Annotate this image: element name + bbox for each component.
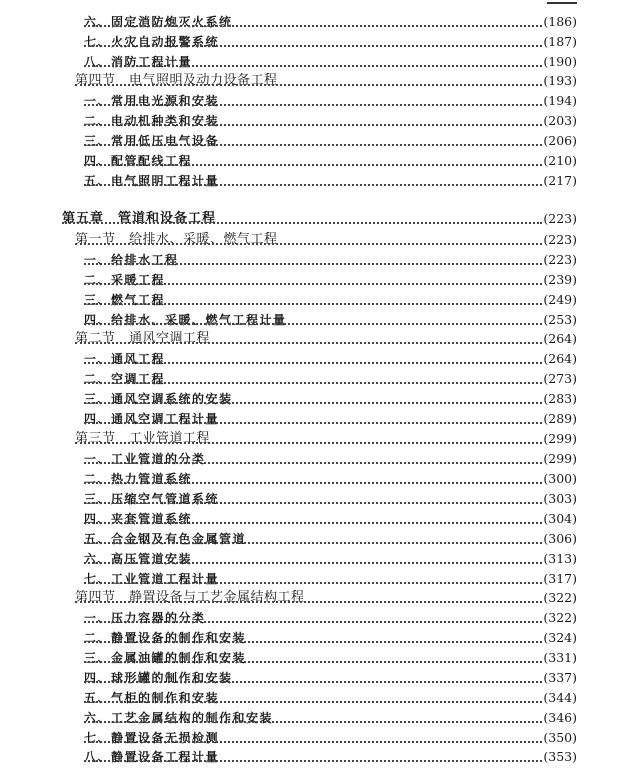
toc-entry-title: 一、常用电光源和安装	[84, 91, 220, 111]
leader-dots	[84, 562, 542, 564]
leader-dots	[84, 462, 542, 464]
toc-entry[interactable]	[0, 12, 640, 32]
toc-entry[interactable]	[0, 608, 640, 628]
toc-section[interactable]	[0, 71, 640, 91]
toc-entry-page: (264)	[542, 349, 577, 369]
toc-entry[interactable]	[0, 489, 640, 509]
toc-entry[interactable]	[0, 549, 640, 569]
toc-entry[interactable]	[0, 111, 640, 131]
leader-dots	[75, 442, 542, 444]
toc-entry-page: (253)	[542, 310, 577, 330]
toc-entry-page: (187)	[542, 32, 577, 52]
toc-entry[interactable]	[0, 469, 640, 489]
toc-section-page: (264)	[542, 329, 577, 349]
toc-section-page: (193)	[542, 71, 577, 91]
leader-dots	[84, 582, 542, 584]
toc-entry[interactable]	[0, 52, 640, 72]
leader-dots	[84, 104, 542, 106]
toc-entry-page: (304)	[542, 509, 577, 529]
leader-dots	[62, 222, 542, 224]
leader-dots	[84, 382, 542, 384]
toc-entry-title: 四、给排水、采暖、燃气工程计量	[84, 310, 288, 330]
leader-dots	[84, 263, 542, 265]
toc-entry-page: (303)	[542, 489, 577, 509]
toc-entry-title: 四、通风空调工程计量	[84, 409, 220, 429]
toc-entry-page: (322)	[542, 608, 577, 628]
toc-entry[interactable]	[0, 369, 640, 389]
toc-entry[interactable]	[0, 290, 640, 310]
toc-chapter-title: 第五章 管道和设备工程	[62, 209, 217, 229]
toc-section[interactable]	[0, 329, 640, 349]
toc-entry-title: 三、燃气工程	[84, 290, 166, 310]
toc-section-title: 第三节 工业管道工程	[75, 429, 211, 449]
toc-entry-title: 六、高压管道安装	[84, 549, 193, 569]
leader-dots	[84, 422, 542, 424]
toc-entry[interactable]	[0, 688, 640, 708]
toc-entry-page: (249)	[542, 290, 577, 310]
toc-entry-page: (346)	[542, 708, 577, 728]
toc-entry-title: 七、火灾自动报警系统	[84, 32, 220, 52]
leader-dots	[84, 741, 542, 743]
toc-entry-page: (337)	[542, 668, 577, 688]
leader-dots	[84, 283, 542, 285]
toc-entry-title: 四、配管配线工程	[84, 151, 193, 171]
leader-dots	[84, 542, 542, 544]
toc-entry-title: 五、合金钢及有色金属管道	[84, 529, 247, 549]
toc-entry[interactable]	[0, 270, 640, 290]
toc-chapter[interactable]	[0, 209, 640, 229]
toc-entry-page: (306)	[542, 529, 577, 549]
leader-dots	[84, 641, 542, 643]
toc-entry-page: (353)	[542, 747, 577, 767]
toc-entry-title: 一、通风工程	[84, 349, 166, 369]
toc-entry-title: 三、常用低压电气设备	[84, 131, 220, 151]
leader-dots	[84, 681, 542, 683]
leader-dots	[84, 701, 542, 703]
toc-entry[interactable]	[0, 728, 640, 748]
toc-entry-page: (217)	[542, 171, 577, 191]
toc-entry-title: 七、静置设备无损检测	[84, 728, 220, 748]
toc-entry[interactable]	[0, 32, 640, 52]
toc-entry-title: 六、工艺金属结构的制作和安装	[84, 708, 274, 728]
toc-entry-title: 四、夹套管道系统	[84, 509, 193, 529]
toc-entry-page: (299)	[542, 449, 577, 469]
toc-entry-page: (283)	[542, 389, 577, 409]
toc-entry[interactable]	[0, 509, 640, 529]
toc-entry-title: 三、通风空调系统的安装	[84, 389, 234, 409]
toc-entry-page: (317)	[542, 569, 577, 589]
toc-entry-page: (289)	[542, 409, 577, 429]
leader-dots	[75, 84, 542, 86]
leader-dots	[84, 502, 542, 504]
leader-dots	[75, 342, 542, 344]
toc-entry-title: 一、工业管道的分类	[84, 449, 207, 469]
toc-entry-title: 八、消防工程计量	[84, 52, 193, 72]
toc-entry[interactable]	[0, 310, 640, 330]
leader-dots	[84, 144, 542, 146]
toc-section-title: 第四节 电气照明及动力设备工程	[75, 71, 279, 91]
leader-dots	[84, 482, 542, 484]
toc-entry-page: (186)	[542, 12, 577, 32]
toc-entry-page: (300)	[542, 469, 577, 489]
toc-chapter-page: (223)	[542, 209, 577, 229]
toc-entry-title: 一、给排水工程	[84, 250, 180, 270]
leader-dots	[84, 522, 542, 524]
leader-dots	[84, 65, 542, 67]
toc-entry-title: 一、压力容器的分类	[84, 608, 207, 628]
toc-entry-title: 五、电气照明工程计量	[84, 171, 220, 191]
toc-entry-page: (194)	[542, 91, 577, 111]
leader-dots	[84, 362, 542, 364]
leader-dots	[84, 164, 542, 166]
toc-entry[interactable]	[0, 747, 640, 767]
toc-entry-page: (344)	[542, 688, 577, 708]
leader-dots	[75, 601, 542, 603]
leader-dots	[75, 243, 542, 245]
toc-entry[interactable]	[0, 569, 640, 589]
toc-entry[interactable]	[0, 668, 640, 688]
toc-entry-title: 六、固定消防炮灭火系统	[84, 12, 234, 32]
leader-dots	[84, 402, 542, 404]
leader-dots	[84, 303, 542, 305]
toc-entry[interactable]	[0, 151, 640, 171]
toc-entry-page: (203)	[542, 111, 577, 131]
toc-entry[interactable]	[0, 449, 640, 469]
toc-entry[interactable]	[0, 648, 640, 668]
toc-entry-title: 二、热力管道系统	[84, 469, 193, 489]
toc-entry[interactable]	[0, 171, 640, 191]
toc-section[interactable]	[0, 429, 640, 449]
toc-entry[interactable]	[0, 409, 640, 429]
leader-dots	[84, 124, 542, 126]
toc-section-page: (299)	[542, 429, 577, 449]
toc-entry-page: (273)	[542, 369, 577, 389]
leader-dots	[84, 323, 542, 325]
toc-entry-page: (210)	[542, 151, 577, 171]
toc-section-title: 第四节 静置设备与工艺金属结构工程	[75, 588, 306, 608]
toc-entry[interactable]	[0, 389, 640, 409]
toc-section-page: (322)	[542, 588, 577, 608]
toc-entry-page: (190)	[542, 52, 577, 72]
leader-dots	[84, 25, 542, 27]
toc-section[interactable]	[0, 588, 640, 608]
leader-dots	[84, 45, 542, 47]
toc-entry-title: 二、采暖工程	[84, 270, 166, 290]
toc-entry[interactable]	[0, 529, 640, 549]
toc-entry[interactable]	[0, 131, 640, 151]
toc-entry-title: 五、气柜的制作和安装	[84, 688, 220, 708]
toc-entry-title: 三、压缩空气管道系统	[84, 489, 220, 509]
leader-dots	[84, 721, 542, 723]
leader-dots	[84, 621, 542, 623]
toc-entry-page: (313)	[542, 549, 577, 569]
toc-entry-page: (206)	[542, 131, 577, 151]
toc-entry-title: 七、工业管道工程计量	[84, 569, 220, 589]
toc-entry-page: (331)	[542, 648, 577, 668]
toc-entry[interactable]	[0, 349, 640, 369]
toc-entry[interactable]	[0, 91, 640, 111]
toc-entry[interactable]	[0, 628, 640, 648]
toc-section-title: 第二节 通风空调工程	[75, 329, 211, 349]
toc-entry-page: (239)	[542, 270, 577, 290]
toc-section-title: 第一节 给排水、采暖、燃气工程	[75, 230, 279, 250]
header-rule	[547, 2, 577, 4]
toc-entry-page: (223)	[542, 250, 577, 270]
toc-entry-title: 三、金属油罐的制作和安装	[84, 648, 247, 668]
toc-entry-title: 八、静置设备工程计量	[84, 747, 220, 767]
toc-entry-title: 二、空调工程	[84, 369, 166, 389]
toc-entry-title: 二、电动机种类和安装	[84, 111, 220, 131]
leader-dots	[84, 760, 542, 762]
toc-entry-page: (324)	[542, 628, 577, 648]
toc-entry[interactable]	[0, 250, 640, 270]
toc-section-page: (223)	[542, 230, 577, 250]
toc-entry-title: 二、静置设备的制作和安装	[84, 628, 247, 648]
toc-section[interactable]	[0, 230, 640, 250]
toc-entry-title: 四、球形罐的制作和安装	[84, 668, 234, 688]
leader-dots	[84, 184, 542, 186]
toc-entry-page: (350)	[542, 728, 577, 748]
toc-entry[interactable]	[0, 708, 640, 728]
leader-dots	[84, 661, 542, 663]
